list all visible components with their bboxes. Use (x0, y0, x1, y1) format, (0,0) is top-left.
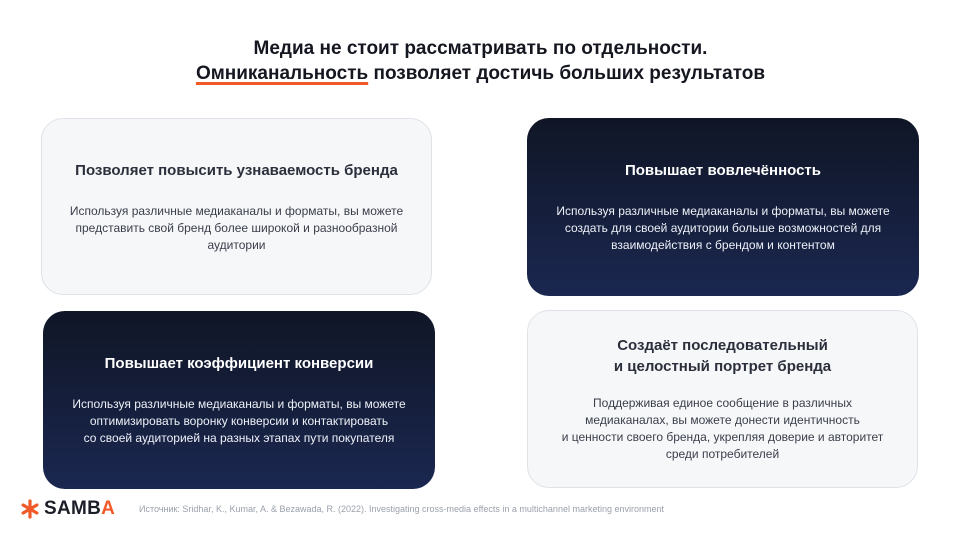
card-title-line: Повышает коэффициент конверсии (104, 355, 374, 372)
card-body-line: оптимизировать воронку конверсии и контактировать (89, 414, 389, 428)
card-body-line: Используя различные медиаканалы и форматы, вы можете (72, 397, 406, 411)
card-body-line: Используя различные медиаканалы и форматы, вы можете (69, 203, 404, 218)
card-body (72, 396, 405, 447)
card-engagement (527, 118, 919, 296)
card-title (614, 335, 831, 377)
card-brand-portrait (527, 310, 918, 488)
card-title-line: и целостный портрет бренда (613, 358, 832, 375)
card-title (105, 353, 374, 374)
card-body-line: и ценности своего бренда, укрепляя доверие и авторитет (561, 430, 884, 444)
card-body-line: взаимодействия с брендом и контентом (611, 238, 835, 252)
title-line-2 (0, 61, 961, 86)
card-conversion (43, 311, 435, 489)
card-body-line: медиаканалах, вы можете донести идентичность (585, 413, 860, 427)
card-body-line: Поддерживая единое сообщение в различных (593, 396, 852, 410)
samba-logo (20, 498, 115, 520)
source-citation: Источник: Sridhar, K., Kumar, A. & Bezawada, R. (2022). Investigating cross-media effects in a multichannel marketing environment (139, 504, 664, 514)
logo-text: SAMB (44, 498, 102, 519)
card-body-line: среди потребителей (665, 447, 780, 461)
asterisk-icon (20, 499, 40, 519)
card-title-line: Создаёт последовательный (617, 337, 828, 354)
card-body-line: создать для своей аудитории больше возможностей для (564, 221, 882, 235)
card-brand-awareness (41, 118, 432, 295)
card-body-line: представить свой бренд более широкой и разнообразной (75, 220, 398, 235)
card-title-line: Позволяет повысить узнаваемость бренда (75, 161, 398, 179)
logo-text-accent: A (101, 498, 116, 519)
slide-title (0, 36, 961, 86)
card-body (70, 203, 403, 254)
card-body (562, 395, 884, 463)
card-body-line: со своей аудиторией на разных этапах пути покупателя (83, 431, 395, 445)
title-highlight: Омниканальность (195, 63, 369, 84)
title-line-2-rest: позволяет достичь больших результатов (368, 63, 766, 84)
card-title (75, 160, 398, 181)
card-title (625, 160, 821, 181)
card-title-line: Повышает вовлечённость (624, 162, 822, 179)
card-body-line: аудитории (207, 237, 266, 252)
card-body (556, 203, 889, 254)
title-line-1: Медиа не стоит рассматривать по отдельности. (253, 38, 708, 59)
card-body-line: Используя различные медиаканалы и форматы, вы можете (556, 204, 890, 218)
